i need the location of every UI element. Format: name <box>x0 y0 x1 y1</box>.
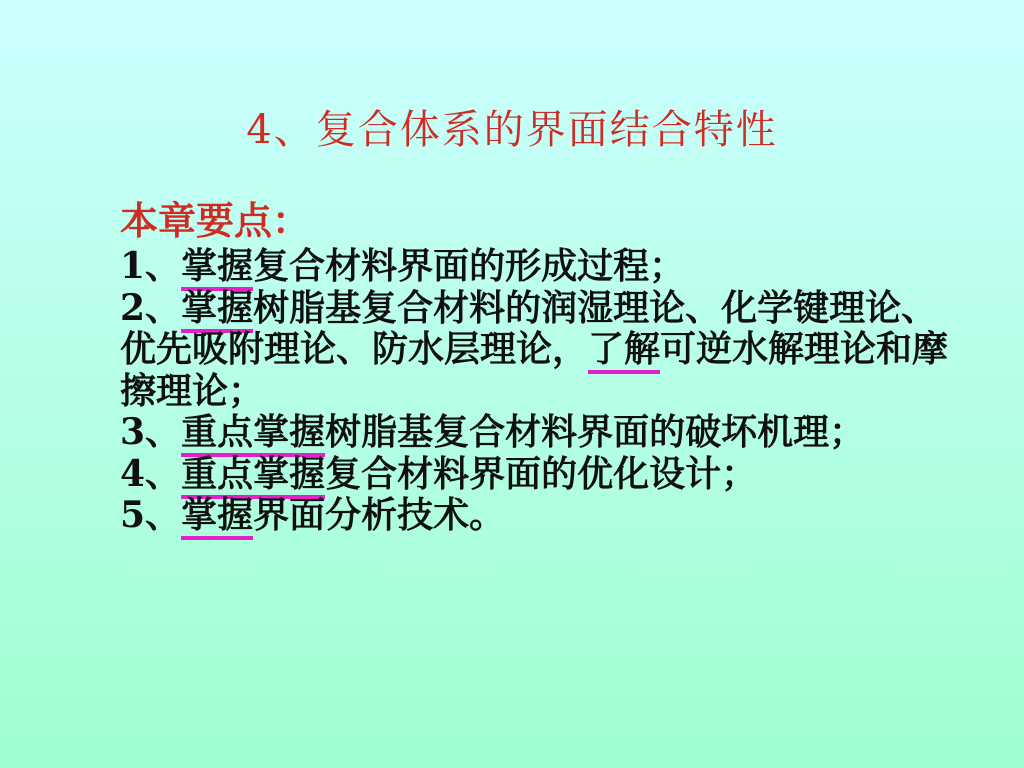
body-line <box>120 454 920 496</box>
text-segment: 5、 <box>120 494 182 536</box>
text-segment: 4、 <box>120 452 182 495</box>
body-line <box>120 495 920 537</box>
text-segment: 优先吸附理论、防水层理论， <box>120 328 589 370</box>
text-segment: 界面分析技术。 <box>253 494 506 536</box>
body-line <box>120 371 920 413</box>
text-segment: 3、 <box>120 411 182 453</box>
body-block <box>120 198 949 537</box>
text-segment: 擦理论； <box>120 369 265 412</box>
slide-title: 4、复合体系的界面结合特性 <box>246 107 778 153</box>
body-line <box>120 246 920 288</box>
text-segment: 1、 <box>120 245 182 287</box>
underlined-keyword: 掌握 <box>181 245 253 291</box>
section-heading: 本章要点： <box>120 198 311 243</box>
underlined-keyword: 重点掌握 <box>181 411 325 457</box>
text-segment: 可逆水解理论和摩 <box>660 328 949 370</box>
body-lines <box>120 245 949 537</box>
underlined-keyword: 掌握 <box>181 494 253 540</box>
text-segment: 树脂基复合材料的润湿理论、化学键理论、 <box>253 286 938 329</box>
text-segment: 2、 <box>120 286 182 329</box>
underlined-keyword: 掌握 <box>181 287 253 333</box>
body-line <box>120 328 949 371</box>
text-segment: 树脂基复合材料界面的破坏机理； <box>325 411 866 453</box>
underlined-keyword: 了解 <box>588 328 660 374</box>
text-segment: 复合材料界面的优化设计； <box>325 452 758 495</box>
body-line <box>120 412 920 454</box>
body-line <box>120 286 938 330</box>
text-segment: 复合材料界面的形成过程； <box>253 245 686 287</box>
underlined-keyword: 重点掌握 <box>181 453 325 499</box>
